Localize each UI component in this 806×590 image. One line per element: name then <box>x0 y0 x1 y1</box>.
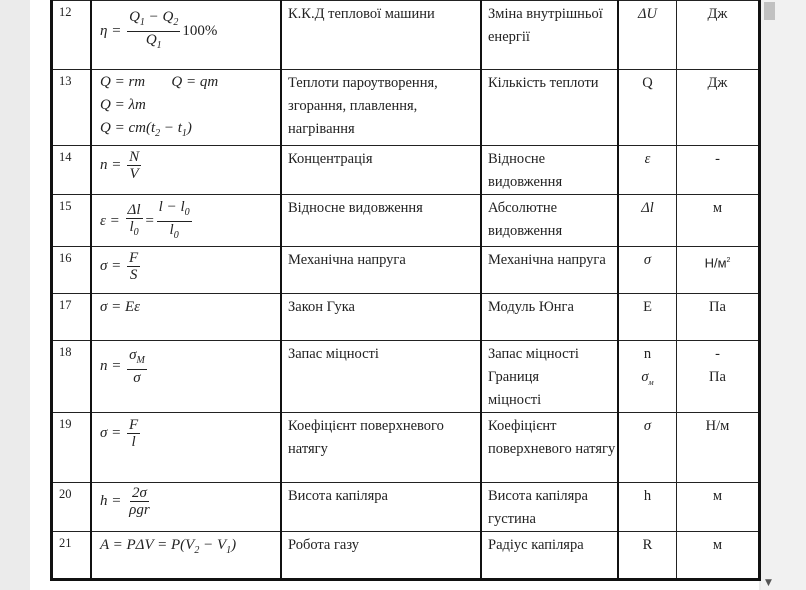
quantity-name: Коефіцієнт поверхневого натягу <box>481 413 618 483</box>
unit: Н/м <box>677 413 760 483</box>
row-number: 13 <box>52 70 92 146</box>
unit: - <box>677 146 760 195</box>
formula: σ = $\frac{F}{l}$ <box>91 413 281 483</box>
table-row <box>52 1 760 70</box>
table-row <box>52 413 760 483</box>
scrollbar-thumb[interactable] <box>764 2 775 20</box>
formula: ε = $\frac{\Delta l}{l_0}$ = $\frac{l - l_0}{l_0}$ <box>91 195 281 247</box>
unit: м <box>677 195 760 247</box>
unit: м <box>677 483 760 532</box>
row-number: 17 <box>52 294 92 341</box>
symbol: n $\sigma_м$ <box>618 341 677 413</box>
quantity-name: Відносне видовження <box>481 146 618 195</box>
row-number: 20 <box>52 483 92 532</box>
row-number: 15 <box>52 195 92 247</box>
row-number: 18 <box>52 341 92 413</box>
unit: м <box>677 532 760 580</box>
table-row <box>52 483 760 532</box>
formula-name: Теплоти пароутворення, згорання, плавлення, нагрівання <box>281 70 481 146</box>
formula-name: Висота капіляра <box>281 483 481 532</box>
quantity-name: Механічна напруга <box>481 247 618 294</box>
unit: $Н/м^2$ <box>677 247 760 294</box>
formula: n = $\frac{N}{V}$ <box>91 146 281 195</box>
scroll-down-arrow-icon[interactable]: ▼ <box>765 578 772 588</box>
vertical-scrollbar[interactable] <box>761 0 806 590</box>
quantity-name: Модуль Юнга <box>481 294 618 341</box>
symbol: R <box>618 532 677 580</box>
table-row <box>52 294 760 341</box>
symbol: ε <box>618 146 677 195</box>
table-row <box>52 341 760 413</box>
unit: Дж <box>677 70 760 146</box>
symbol: Δl <box>618 195 677 247</box>
formula-name: Робота газу <box>281 532 481 580</box>
formula-name: Механічна напруга <box>281 247 481 294</box>
symbol: ΔU <box>618 1 677 70</box>
row-number: 19 <box>52 413 92 483</box>
formula: Q = rm Q = qm Q = λm $Q = cm(t_2 - t_1)$ <box>91 70 281 146</box>
table-row <box>52 146 760 195</box>
formula-name: Коефіцієнт поверхневого натягу <box>281 413 481 483</box>
row-number: 14 <box>52 146 92 195</box>
symbol: E <box>618 294 677 341</box>
formula-table <box>50 0 761 581</box>
symbol: Q <box>618 70 677 146</box>
quantity-name: Запас міцності Границя міцності <box>481 341 618 413</box>
unit: - Па <box>677 341 760 413</box>
quantity-name: Радіус капіляра <box>481 532 618 580</box>
formula-name: Закон Гука <box>281 294 481 341</box>
formula: σ = Eε <box>91 294 281 341</box>
table-row <box>52 532 760 580</box>
table-row <box>52 247 760 294</box>
formula: η = $\frac{Q_1 - Q_2}{Q_1}$ 100% <box>91 1 281 70</box>
document-page <box>30 0 759 590</box>
quantity-name: Зміна внутрішньої енергії <box>481 1 618 70</box>
formula: h = $\frac{2\sigma}{\text{ρgr}}$ <box>91 483 281 532</box>
quantity-name: Кількість теплоти <box>481 70 618 146</box>
table-row <box>52 195 760 247</box>
symbol: σ <box>618 413 677 483</box>
formula-name: Концентрація <box>281 146 481 195</box>
row-number: 21 <box>52 532 92 580</box>
quantity-name: Абсолютне видовження <box>481 195 618 247</box>
row-number: 16 <box>52 247 92 294</box>
formula: n = $\frac{\sigma_M}{\sigma}$ <box>91 341 281 413</box>
unit: Па <box>677 294 760 341</box>
formula: σ = $\frac{F}{S}$ <box>91 247 281 294</box>
symbol: σ <box>618 247 677 294</box>
quantity-name: Висота капіляра густина <box>481 483 618 532</box>
formula-name: Відносне видовження <box>281 195 481 247</box>
row-number: 12 <box>52 1 92 70</box>
table-row <box>52 70 760 146</box>
unit: Дж <box>677 1 760 70</box>
formula-name: К.К.Д теплової машини <box>281 1 481 70</box>
formula-name: Запас міцності <box>281 341 481 413</box>
formula: $A = P\Delta V = P(V_2 - V_1)$ <box>91 532 281 580</box>
symbol: h <box>618 483 677 532</box>
